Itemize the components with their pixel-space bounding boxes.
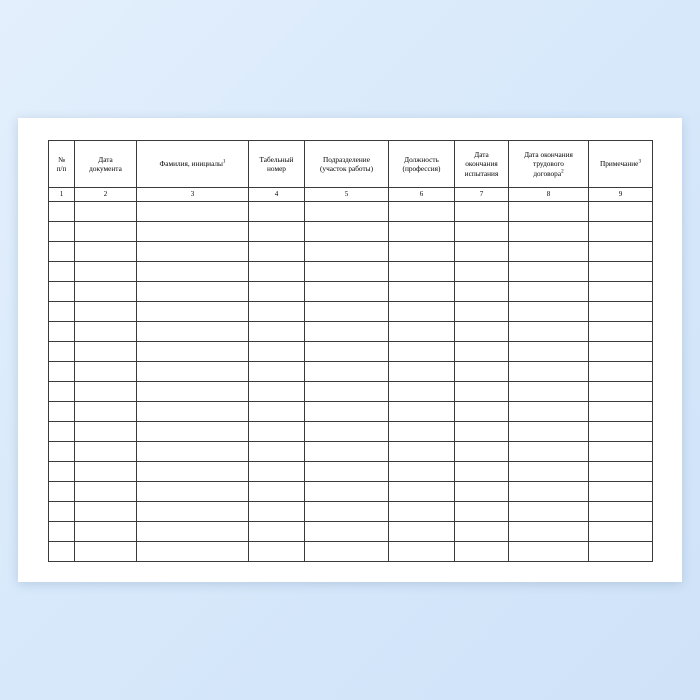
column-number-cell: 5 xyxy=(305,188,389,202)
header-line: (участок работы) xyxy=(319,164,373,173)
table-cell[interactable] xyxy=(589,542,653,562)
table-cell[interactable] xyxy=(75,502,137,522)
table-cell[interactable] xyxy=(137,542,249,562)
table-cell[interactable] xyxy=(137,342,249,362)
header-line: Фамилия, инициалы xyxy=(159,159,223,169)
header-line: Подразделение xyxy=(323,154,370,164)
table-cell[interactable] xyxy=(455,502,509,522)
table-cell[interactable] xyxy=(249,462,305,482)
table-cell[interactable] xyxy=(249,402,305,422)
table-cell[interactable] xyxy=(389,222,455,242)
header-line: Дата xyxy=(474,150,489,160)
table-cell[interactable] xyxy=(455,202,509,222)
table-cell[interactable] xyxy=(249,202,305,222)
column-number-cell: 8 xyxy=(509,188,589,202)
table-cell[interactable] xyxy=(389,282,455,302)
table-cell[interactable] xyxy=(137,202,249,222)
table-cell[interactable] xyxy=(455,322,509,342)
table-cell[interactable] xyxy=(75,322,137,342)
table-row[interactable] xyxy=(49,462,653,482)
table-cell[interactable] xyxy=(249,482,305,502)
column-header-division xyxy=(305,141,389,188)
table-cell[interactable] xyxy=(509,522,589,542)
table-cell[interactable] xyxy=(455,262,509,282)
column-header-document-date xyxy=(75,141,137,188)
register-table xyxy=(48,140,653,562)
table-cell[interactable] xyxy=(455,282,509,302)
table-cell[interactable] xyxy=(509,362,589,382)
table-cell[interactable] xyxy=(137,382,249,402)
table-cell[interactable] xyxy=(389,242,455,262)
column-number-cell: 4 xyxy=(249,188,305,202)
table-cell[interactable] xyxy=(389,482,455,502)
table-cell[interactable] xyxy=(389,502,455,522)
table-row[interactable] xyxy=(49,282,653,302)
table-cell[interactable] xyxy=(509,462,589,482)
table-cell[interactable] xyxy=(589,202,653,222)
table-cell[interactable] xyxy=(305,282,389,302)
table-cell[interactable] xyxy=(49,322,75,342)
table-cell[interactable] xyxy=(249,502,305,522)
table-cell[interactable] xyxy=(249,322,305,342)
table-cell[interactable] xyxy=(137,302,249,322)
table-cell[interactable] xyxy=(389,322,455,342)
table-cell[interactable] xyxy=(137,502,249,522)
table-row[interactable] xyxy=(49,522,653,542)
table-cell[interactable] xyxy=(75,342,137,362)
table-row[interactable] xyxy=(49,422,653,442)
table-cell[interactable] xyxy=(305,542,389,562)
table-cell[interactable] xyxy=(305,482,389,502)
table-cell[interactable] xyxy=(137,422,249,442)
table-cell[interactable] xyxy=(589,242,653,262)
table-cell[interactable] xyxy=(305,362,389,382)
table-cell[interactable] xyxy=(249,422,305,442)
table-cell[interactable] xyxy=(389,442,455,462)
table-cell[interactable] xyxy=(389,382,455,402)
table-container xyxy=(48,140,652,562)
table-cell[interactable] xyxy=(249,282,305,302)
table-cell[interactable] xyxy=(249,222,305,242)
column-number-cell: 1 xyxy=(49,188,75,202)
table-cell[interactable] xyxy=(75,482,137,502)
table-cell[interactable] xyxy=(49,222,75,242)
table-cell[interactable] xyxy=(509,302,589,322)
table-cell[interactable] xyxy=(455,382,509,402)
table-row[interactable] xyxy=(49,262,653,282)
table-row[interactable] xyxy=(49,302,653,322)
table-cell[interactable] xyxy=(305,302,389,322)
table-cell[interactable] xyxy=(75,202,137,222)
header-line: № xyxy=(58,154,65,164)
table-cell[interactable] xyxy=(589,362,653,382)
table-cell[interactable] xyxy=(589,462,653,482)
header-line: окончания xyxy=(465,159,498,169)
table-cell[interactable] xyxy=(49,422,75,442)
table-cell[interactable] xyxy=(305,422,389,442)
table-cell[interactable] xyxy=(305,442,389,462)
table-cell[interactable] xyxy=(509,442,589,462)
table-cell[interactable] xyxy=(75,262,137,282)
table-cell[interactable] xyxy=(49,522,75,542)
table-cell[interactable] xyxy=(137,362,249,382)
table-body xyxy=(49,188,653,562)
table-cell[interactable] xyxy=(75,462,137,482)
table-cell[interactable] xyxy=(305,242,389,262)
table-cell[interactable] xyxy=(589,222,653,242)
table-cell[interactable] xyxy=(389,362,455,382)
table-cell[interactable] xyxy=(509,402,589,422)
table-cell[interactable] xyxy=(509,382,589,402)
header-line: (профессия) xyxy=(402,164,441,173)
table-cell[interactable] xyxy=(49,462,75,482)
table-cell[interactable] xyxy=(589,522,653,542)
table-cell[interactable] xyxy=(75,222,137,242)
table-cell[interactable] xyxy=(589,262,653,282)
table-cell[interactable] xyxy=(589,322,653,342)
table-cell[interactable] xyxy=(389,402,455,422)
table-cell[interactable] xyxy=(455,422,509,442)
table-cell[interactable] xyxy=(49,402,75,422)
header-line: трудового xyxy=(533,159,564,169)
table-cell[interactable] xyxy=(249,242,305,262)
table-cell[interactable] xyxy=(455,342,509,362)
table-cell[interactable] xyxy=(249,342,305,362)
header-line-text: договора xyxy=(533,168,562,178)
table-cell[interactable] xyxy=(75,522,137,542)
table-row[interactable] xyxy=(49,502,653,522)
table-row[interactable] xyxy=(49,342,653,362)
column-header-contract-end-date xyxy=(509,141,589,188)
header-line: Примечание xyxy=(599,159,639,169)
table-cell[interactable] xyxy=(249,542,305,562)
table-cell[interactable] xyxy=(137,442,249,462)
table-cell[interactable] xyxy=(75,242,137,262)
table-cell[interactable] xyxy=(455,222,509,242)
column-number-cell: 6 xyxy=(389,188,455,202)
table-cell[interactable] xyxy=(249,522,305,542)
header-line xyxy=(509,169,588,178)
table-cell[interactable] xyxy=(509,242,589,262)
table-header xyxy=(49,141,653,188)
table-cell[interactable] xyxy=(249,362,305,382)
table-row[interactable] xyxy=(49,242,653,262)
column-number-cell: 7 xyxy=(455,188,509,202)
table-cell[interactable] xyxy=(305,382,389,402)
table-cell[interactable] xyxy=(249,262,305,282)
table-cell[interactable] xyxy=(75,362,137,382)
table-cell[interactable] xyxy=(455,302,509,322)
table-cell[interactable] xyxy=(389,262,455,282)
column-header-personnel-number xyxy=(249,141,305,188)
table-cell[interactable] xyxy=(509,322,589,342)
table-cell[interactable] xyxy=(49,482,75,502)
column-header-position xyxy=(389,141,455,188)
table-row[interactable] xyxy=(49,362,653,382)
table-cell[interactable] xyxy=(49,282,75,302)
footnote-marker: 3 xyxy=(638,159,642,166)
table-cell[interactable] xyxy=(75,542,137,562)
table-cell[interactable] xyxy=(509,202,589,222)
column-number-cell: 3 xyxy=(137,188,249,202)
table-cell[interactable] xyxy=(509,422,589,442)
table-cell[interactable] xyxy=(455,482,509,502)
table-cell[interactable] xyxy=(137,242,249,262)
footnote-marker: 1 xyxy=(222,159,226,166)
table-cell[interactable] xyxy=(75,302,137,322)
table-cell[interactable] xyxy=(509,502,589,522)
table-row[interactable] xyxy=(49,402,653,422)
table-cell[interactable] xyxy=(389,342,455,362)
table-cell[interactable] xyxy=(389,202,455,222)
table-cell[interactable] xyxy=(455,522,509,542)
table-cell[interactable] xyxy=(49,502,75,522)
table-cell[interactable] xyxy=(589,442,653,462)
table-cell[interactable] xyxy=(589,382,653,402)
table-cell[interactable] xyxy=(389,522,455,542)
table-cell[interactable] xyxy=(49,542,75,562)
table-cell[interactable] xyxy=(305,202,389,222)
table-cell[interactable] xyxy=(137,482,249,502)
table-row[interactable] xyxy=(49,202,653,222)
header-line: документа xyxy=(89,164,122,173)
table-cell[interactable] xyxy=(49,382,75,402)
table-cell[interactable] xyxy=(455,462,509,482)
table-cell[interactable] xyxy=(589,402,653,422)
table-cell[interactable] xyxy=(589,282,653,302)
table-cell[interactable] xyxy=(49,202,75,222)
table-cell[interactable] xyxy=(49,362,75,382)
table-cell[interactable] xyxy=(589,502,653,522)
table-cell[interactable] xyxy=(509,542,589,562)
table-cell[interactable] xyxy=(49,262,75,282)
header-line: Дата окончания xyxy=(524,150,573,160)
table-row[interactable] xyxy=(49,322,653,342)
table-cell[interactable] xyxy=(305,502,389,522)
table-cell[interactable] xyxy=(75,282,137,302)
table-cell[interactable] xyxy=(455,242,509,262)
table-cell[interactable] xyxy=(75,402,137,422)
table-cell[interactable] xyxy=(137,462,249,482)
header-line: Табельный xyxy=(259,154,294,164)
table-cell[interactable] xyxy=(589,342,653,362)
table-cell[interactable] xyxy=(589,422,653,442)
table-cell[interactable] xyxy=(305,342,389,362)
table-cell[interactable] xyxy=(455,362,509,382)
table-cell[interactable] xyxy=(137,262,249,282)
column-header-name-initials xyxy=(137,141,249,188)
table-row[interactable] xyxy=(49,222,653,242)
header-line: п/п xyxy=(56,164,67,173)
table-cell[interactable] xyxy=(137,402,249,422)
table-row[interactable] xyxy=(49,382,653,402)
table-cell[interactable] xyxy=(389,302,455,322)
table-row[interactable] xyxy=(49,442,653,462)
document-sheet xyxy=(18,118,682,582)
table-cell[interactable] xyxy=(509,222,589,242)
table-cell[interactable] xyxy=(509,482,589,502)
table-cell[interactable] xyxy=(589,482,653,502)
table-cell[interactable] xyxy=(75,422,137,442)
table-cell[interactable] xyxy=(509,342,589,362)
table-cell[interactable] xyxy=(249,382,305,402)
table-cell[interactable] xyxy=(49,442,75,462)
table-cell[interactable] xyxy=(249,302,305,322)
column-number-row xyxy=(49,188,653,202)
table-cell[interactable] xyxy=(49,342,75,362)
table-cell[interactable] xyxy=(49,242,75,262)
table-cell[interactable] xyxy=(509,262,589,282)
column-number-cell: 2 xyxy=(75,188,137,202)
table-cell[interactable] xyxy=(455,402,509,422)
table-cell[interactable] xyxy=(305,262,389,282)
header-line: Дата xyxy=(98,154,113,164)
column-number-cell: 9 xyxy=(589,188,653,202)
table-cell[interactable] xyxy=(137,282,249,302)
table-cell[interactable] xyxy=(455,542,509,562)
table-cell[interactable] xyxy=(305,522,389,542)
table-cell[interactable] xyxy=(49,302,75,322)
table-cell[interactable] xyxy=(305,402,389,422)
header-line: номер xyxy=(267,164,286,173)
table-cell[interactable] xyxy=(509,282,589,302)
header-line: испытания xyxy=(464,168,499,178)
table-cell[interactable] xyxy=(389,422,455,442)
table-cell[interactable] xyxy=(305,462,389,482)
table-cell[interactable] xyxy=(137,222,249,242)
table-row[interactable] xyxy=(49,542,653,562)
table-cell[interactable] xyxy=(305,222,389,242)
table-cell[interactable] xyxy=(137,322,249,342)
table-cell[interactable] xyxy=(75,442,137,462)
table-cell[interactable] xyxy=(589,302,653,322)
table-cell[interactable] xyxy=(249,442,305,462)
table-cell[interactable] xyxy=(137,522,249,542)
table-cell[interactable] xyxy=(75,382,137,402)
table-row[interactable] xyxy=(49,482,653,502)
table-cell[interactable] xyxy=(389,542,455,562)
table-cell[interactable] xyxy=(305,322,389,342)
footnote-marker: 2 xyxy=(561,168,564,175)
table-cell[interactable] xyxy=(389,462,455,482)
table-cell[interactable] xyxy=(455,442,509,462)
column-header-probation-end-date xyxy=(455,141,509,188)
table-header-row xyxy=(49,141,653,188)
column-header-note xyxy=(589,141,653,188)
header-line: Должность xyxy=(404,154,439,164)
column-header-number xyxy=(49,141,75,188)
